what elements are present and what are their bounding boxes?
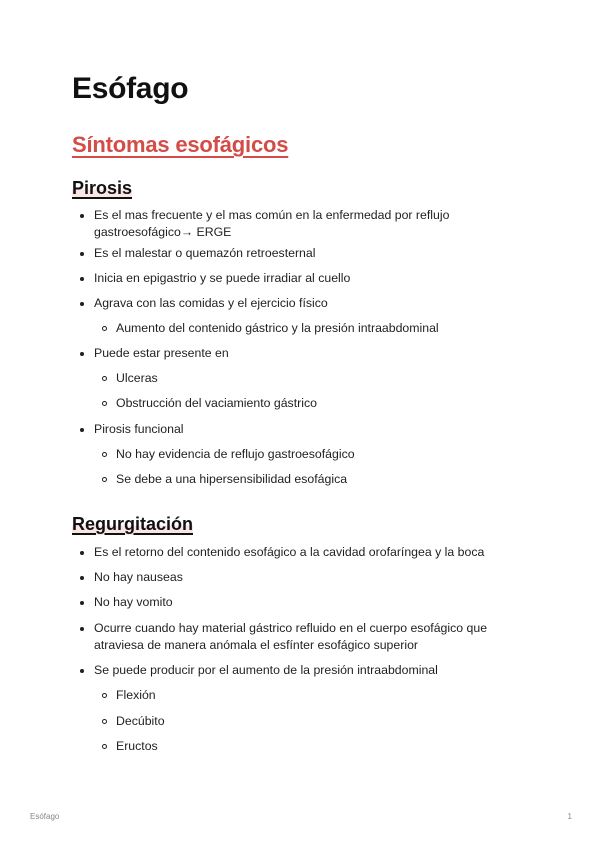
list-item (72, 395, 528, 412)
list-item-text: Inicia en epigastrio y se puede irradiar al cuello (94, 271, 351, 285)
list-item (72, 687, 528, 704)
subsection-heading-pirosis: Pirosis (72, 178, 133, 198)
list-item-text: Obstrucción del vaciamiento gástrico (116, 396, 317, 410)
bullet-circle-icon (102, 401, 107, 406)
list-item-text: Aumento del contenido gástrico y la presión intraabdominal (116, 321, 439, 335)
bullet-circle-icon (102, 376, 107, 381)
bullet-disc-icon (80, 601, 84, 605)
list-item-text: Se puede producir por el aumento de la presión intraabdominal (94, 663, 438, 677)
list-item-text: Eructos (116, 739, 158, 753)
footer-page-number: 1 (567, 812, 572, 821)
list-item (72, 569, 528, 586)
list-item-text: Es el malestar o quemazón retroesternal (94, 246, 316, 260)
list-item (72, 620, 528, 654)
bullet-disc-icon (80, 252, 84, 256)
bullet-disc-icon (80, 277, 84, 281)
bullet-circle-icon (102, 477, 107, 482)
list-item (72, 471, 528, 488)
list-item (72, 738, 528, 755)
bullet-disc-icon (80, 428, 84, 432)
list-item-text: Ulceras (116, 371, 158, 385)
list-item-text: Puede estar presente en (94, 346, 229, 360)
list-item (72, 270, 528, 287)
bullet-circle-icon (102, 693, 107, 698)
list-item (72, 320, 528, 337)
list-item (72, 207, 528, 241)
page-title: Esófago (72, 72, 189, 105)
bullet-disc-icon (80, 214, 84, 218)
list-item-text: Decúbito (116, 714, 165, 728)
bullet-disc-icon (80, 576, 84, 580)
list-item-text: Es el retorno del contenido esofágico a la cavidad orofaríngea y la boca (94, 545, 485, 559)
bullet-disc-icon (80, 669, 84, 673)
section-heading: Síntomas esofágicos (72, 132, 289, 157)
footer-title: Esófago (30, 812, 60, 821)
list-item (72, 245, 528, 262)
list-item (72, 594, 528, 611)
bullet-circle-icon (102, 452, 107, 457)
list-item (72, 345, 528, 362)
list-item (72, 370, 528, 387)
bullet-disc-icon (80, 352, 84, 356)
bullet-circle-icon (102, 719, 107, 724)
list-item-text: Se debe a una hipersensibilidad esofágica (116, 472, 348, 486)
list-item-text: Es el mas frecuente y el mas común en la enfermedad por reflujo gastroesofágico→ ERGE (94, 208, 450, 239)
list-item (72, 421, 528, 438)
list-item (72, 544, 528, 561)
list-item (72, 713, 528, 730)
list-item-text: No hay nauseas (94, 570, 183, 584)
bullet-disc-icon (80, 551, 84, 555)
list-item-text: Pirosis funcional (94, 422, 184, 436)
bullet-disc-icon (80, 302, 84, 306)
list-item (72, 662, 528, 679)
list-item (72, 295, 528, 312)
list-item-text: Agrava con las comidas y el ejercicio físico (94, 296, 328, 310)
list-item-text: Flexión (116, 688, 156, 702)
subsection-heading-regurgitacion: Regurgitación (72, 514, 194, 534)
list-item-text: No hay vomito (94, 595, 173, 609)
list-item-text: No hay evidencia de reflujo gastroesofágico (116, 447, 355, 461)
list-item (72, 446, 528, 463)
bullet-circle-icon (102, 744, 107, 749)
list-item-text: Ocurre cuando hay material gástrico refluido en el cuerpo esofágico que atraviesa de manera anómala el esfínter esofágico superior (94, 621, 488, 652)
bullet-disc-icon (80, 627, 84, 631)
bullet-circle-icon (102, 326, 107, 331)
